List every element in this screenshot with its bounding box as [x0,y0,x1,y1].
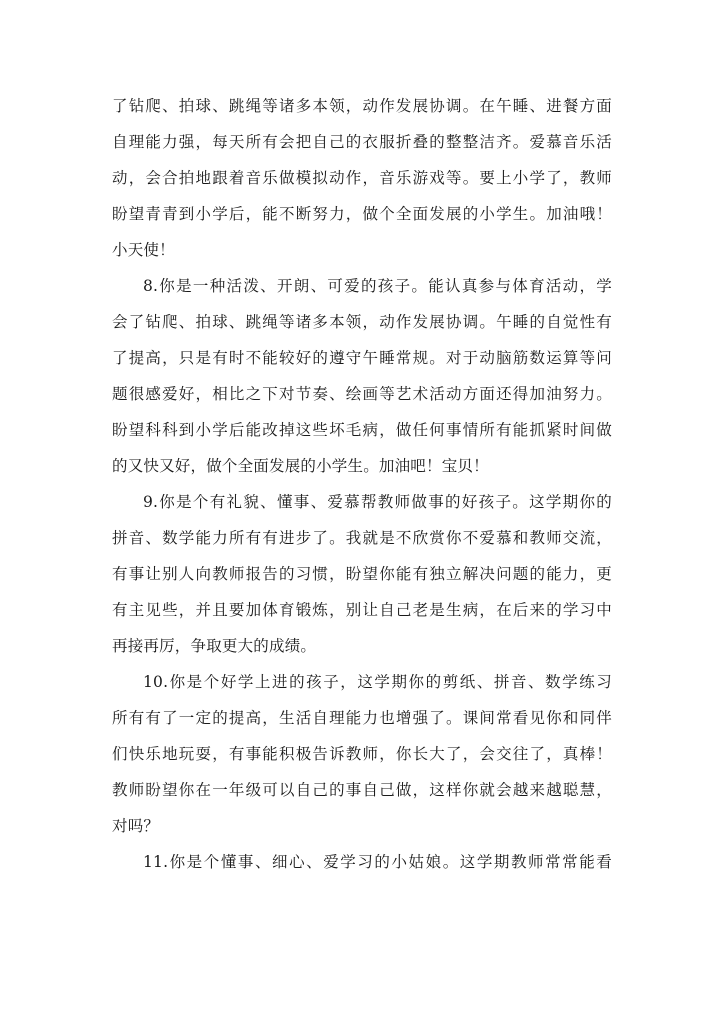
text-line: 10.你是个好学上进的孩子，这学期你的剪纸、拼音、数学练习 [143,673,612,691]
text-line: 11.你是个懂事、细心、爱学习的小姑娘。这学期教师常常能看 [143,853,612,871]
text-line: 题很感爱好，相比之下对节奏、绘画等艺术活动方面还得加油努力。 [112,385,612,403]
text-line: 会了钻爬、拍球、跳绳等诸多本领，动作发展协调。午睡的自觉性有 [112,313,612,331]
text-line: 8.你是一种活泼、开朗、可爱的孩子。能认真参与体育活动，学 [143,277,612,295]
text-line: 了提高，只是有时不能较好的遵守午睡常规。对于动脑筋数运算等问 [112,349,612,367]
text-line: 对吗？ [112,817,160,835]
text-line: 盼望青青到小学后，能不断努力，做个全面发展的小学生。加油哦！ [112,205,612,223]
text-line: 所有有了一定的提高，生活自理能力也增强了。课间常看见你和同伴 [112,709,612,727]
text-line: 9.你是个有礼貌、懂事、爱慕帮教师做事的好孩子。这学期你的 [143,493,612,511]
text-line: 的又快又好，做个全面发展的小学生。加油吧！宝贝！ [112,457,489,475]
text-line: 有主见些，并且要加体育锻炼，别让自己老是生病，在后来的学习中 [112,601,612,619]
text-line: 教师盼望你在一年级可以自己的事自己做，这样你就会越来越聪慧， [112,781,612,799]
text-line: 再接再厉，争取更大的成绩。 [112,637,317,655]
text-line: 小天使！ [112,241,175,259]
text-line: 们快乐地玩耍，有事能积极告诉教师，你长大了，会交往了，真棒！ [112,745,612,763]
document-body [112,88,612,880]
text-line: 盼望科科到小学后能改掉这些坏毛病，做任何事情所有能抓紧时间做 [112,421,612,439]
text-line: 拼音、数学能力所有有进步了。我就是不欣赏你不爱慕和教师交流， [112,529,612,547]
text-line: 动，会合拍地跟着音乐做模拟动作，音乐游戏等。要上小学了，教师 [112,169,612,187]
text-line: 自理能力强，每天所有会把自己的衣服折叠的整整洁齐。爱慕音乐活 [112,133,612,151]
text-line: 了钻爬、拍球、跳绳等诸多本领，动作发展协调。在午睡、进餐方面 [112,97,612,115]
text-line: 有事让别人向教师报告的习惯，盼望你能有独立解决问题的能力，更 [112,565,612,583]
